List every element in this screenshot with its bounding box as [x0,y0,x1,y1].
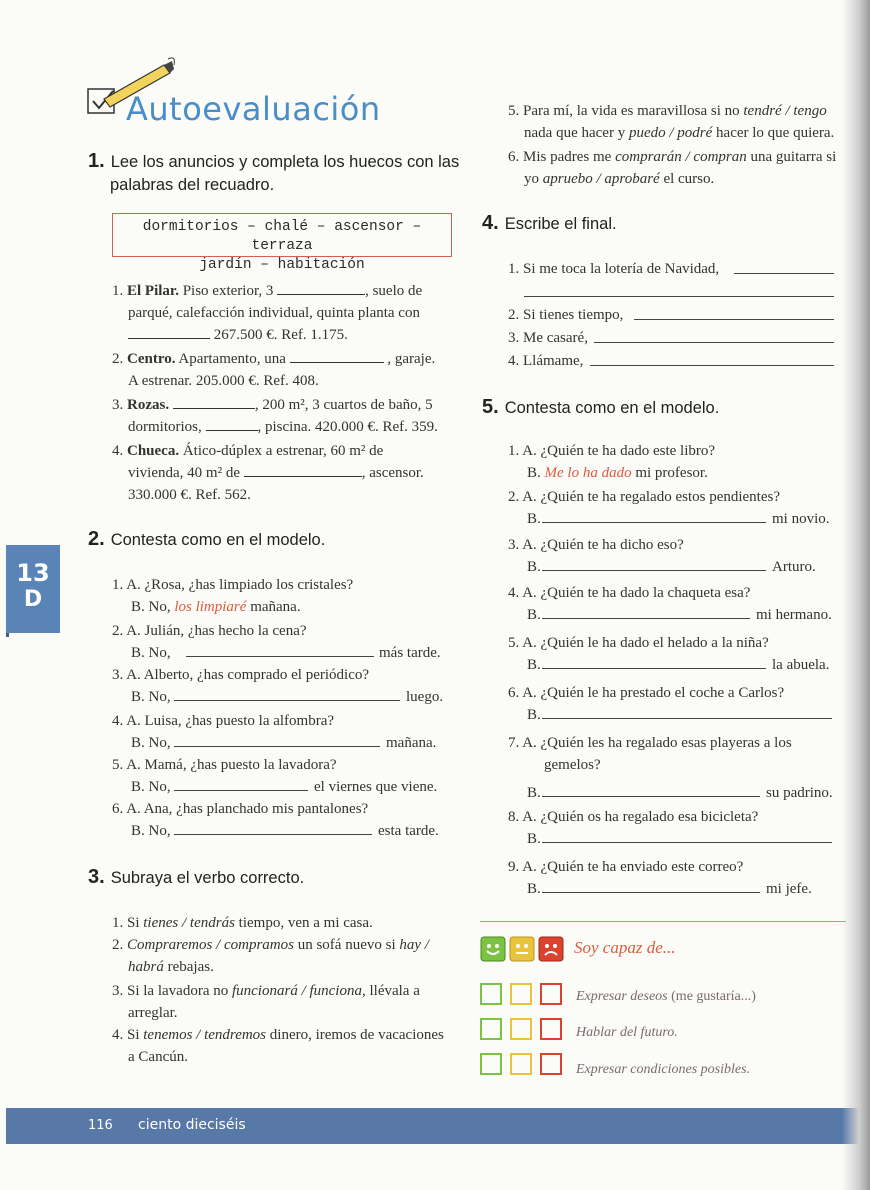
ad-text: 330.000 €. Ref. 562. [128,487,251,503]
answer-blank[interactable] [186,656,374,657]
question: A. ¿Quién le ha prestado el coche a Carlos? [522,685,785,701]
sentence [508,100,827,122]
dialog-a [508,632,769,654]
dialog-b-prefix: B. No, [131,779,171,795]
text: nada que hacer y [524,125,629,141]
exercise-5-instruction [482,396,719,419]
item-number: 8. [508,809,520,825]
dialog-b-prefix: B. [527,831,541,847]
blank-field[interactable] [173,394,255,409]
sentence-cont: a Cancún. [128,1049,188,1065]
answer-blank[interactable] [542,668,766,669]
answer-blank[interactable] [594,342,834,343]
dialog-a [112,754,337,776]
answer-blank[interactable] [542,618,750,619]
ad-text: Ático-dúplex a estrenar, 60 m² de [182,443,384,459]
verb-options[interactable]: comprarán / compran [615,149,747,165]
answer-blank[interactable] [634,319,834,320]
blank-field[interactable] [244,462,362,477]
verb-options[interactable]: Compraremos / compramos [127,937,294,953]
answer-end: la abuela. [772,657,830,673]
text: 1. Si [112,915,144,931]
word-box [112,213,452,273]
ad-line [128,324,348,346]
question: A. ¿Quién te ha dado la chaqueta esa? [522,585,751,601]
dialog-a [112,620,307,642]
item-number: 2. [508,489,520,505]
dialog-a [112,798,368,820]
item-number: 4. [508,585,520,601]
answer-end: luego. [406,689,444,705]
item-number: 6. [112,801,124,817]
blank-field[interactable] [128,324,210,339]
answer-blank[interactable] [174,790,308,791]
model-answer: Me lo ha dado [544,465,632,481]
item-number: 5. [508,635,520,651]
dialog-b-prefix: B. [527,785,541,801]
item-number: 9. [508,859,520,875]
sentence-start: 1. Si me toca la lotería de Navidad, [508,261,720,277]
dialog-a [508,732,792,754]
instruction-text: Contesta como en el modelo. [110,531,326,549]
blank-field[interactable] [290,348,384,363]
exercise-1-instruction [88,150,459,173]
text: rebajas. [163,959,214,975]
sentence-cont [128,956,214,978]
sentence [112,1024,444,1046]
text: 5. Para mí, la vida es maravillosa si no [508,103,744,119]
answer-blank[interactable] [542,892,760,893]
answer-blank[interactable] [542,842,832,843]
exercise-number: 1. [88,150,105,172]
exercise-2-instruction [88,528,325,551]
answer-end: mi jefe. [766,881,812,897]
item-number: 4. [112,443,124,459]
sentence-start: 3. Me casaré, [508,330,588,346]
text: llévala a [365,983,420,999]
item-number: 1. [112,577,124,593]
question: A. Luisa, ¿has puesto la alfombra? [126,713,335,729]
text: tiempo, ven a mi casa. [234,915,373,931]
model-answer: los limpiaré [174,599,247,615]
exercise-4-instruction [482,212,617,235]
instruction-text: Contesta como en el modelo. [504,399,720,417]
skill-label: Hablar del futuro. [576,1025,678,1040]
answer-blank[interactable] [542,570,766,571]
ad-name: Centro. [127,351,176,367]
page-number-text: ciento dieciséis [138,1117,246,1133]
item-number: 3. [112,667,124,683]
item-number: 4. [112,713,124,729]
question: A. Alberto, ¿has comprado el periódico? [126,667,370,683]
dialog-a [508,486,780,508]
sentence-cont: arreglar. [128,1005,178,1021]
ad-text: Apartamento, una [178,351,286,367]
question: A. Ana, ¿has planchado mis pantalones? [126,801,369,817]
instruction-text: Lee los anuncios y completa los huecos con las [110,153,460,171]
exercise-number: 2. [88,528,105,550]
answer-end: mañana. [250,599,301,615]
page-footer [6,1108,862,1144]
checkbox-yellow[interactable] [510,1053,532,1075]
answer-blank[interactable] [542,796,760,797]
exercise-number: 4. [482,212,499,234]
question: A. ¿Quién te ha dado este libro? [522,443,716,459]
dialog-a [112,574,353,596]
word-box-line: dormitorios – chalé – ascensor – terraza [142,219,422,254]
dialog-a [112,710,334,732]
question: A. ¿Quién te ha enviado este correo? [522,859,744,875]
question: A. ¿Quién te ha regalado estos pendientes? [522,489,781,505]
dialog-b-prefix: B. No, [131,735,171,751]
item-number: 3. [508,537,520,553]
question: A. ¿Quién les ha regalado esas playeras a los [522,735,792,751]
ad-line [128,416,438,438]
ad-item [112,394,433,416]
item-number: 2. [112,351,124,367]
dialog-b-prefix: B. [527,707,541,723]
checkbox-yellow[interactable] [510,1018,532,1040]
text: 2. [112,937,127,953]
verb-options[interactable]: funcionará / funciona, [231,983,366,999]
dialog-a [508,582,750,604]
question: A. Julián, ¿has hecho la cena? [126,623,307,639]
answer-blank[interactable] [542,718,832,719]
question: A. ¿Quién te ha dicho eso? [522,537,684,553]
dialog-a [508,440,715,462]
verb-options[interactable]: apruebo / aprobaré [542,171,660,187]
question: A. ¿Rosa, ¿has limpiado los cristales? [126,577,354,593]
verb-options[interactable]: tienes / tendrás [143,915,235,931]
sentence [112,934,429,956]
text: dinero, iremos de vacaciones [266,1027,444,1043]
answer-end: mañana. [386,735,437,751]
text: 4. Si [112,1027,144,1043]
answer-prefix: B. No, [131,599,171,615]
page-edge-shadow [842,0,870,1190]
sentence [508,146,836,168]
blank-field[interactable] [206,416,258,431]
ad-name: El Pilar. [127,283,179,299]
ad-text: parqué, calefacción individual, quinta planta con [128,305,420,321]
answer-prefix: B. [527,465,541,481]
item-number: 3. [112,397,124,413]
dialog-b [131,596,301,618]
dialog-a [508,806,758,828]
answer-end: su padrino. [766,785,833,801]
ad-text: A estrenar. 205.000 €. Ref. 408. [128,373,319,389]
checkbox-green[interactable] [480,983,502,1005]
answer-end: mi novio. [772,511,830,527]
text: 3. Si la lavadora no [112,983,232,999]
exercise-3-instruction [88,866,304,889]
ad-item [112,440,383,462]
ad-text: , ascensor. [361,465,424,481]
ad-text: , suelo de [365,283,423,299]
dialog-b-prefix: B. No, [131,645,171,661]
item-number: 5. [112,757,124,773]
dialog-a [508,534,684,556]
dialog-a [508,856,743,878]
checkbox-red[interactable] [540,983,562,1005]
ad-text: Piso exterior, 3 [182,283,274,299]
skill-label [576,989,756,1005]
verb-options[interactable]: tendré / tengo [743,103,827,119]
answer-blank[interactable] [174,746,380,747]
self-check-heading: Soy capaz de... [574,938,676,957]
answer-blank[interactable] [734,273,834,274]
dialog-b-prefix: B. [527,881,541,897]
text: yo [524,171,543,187]
item-number: 1. [112,283,124,299]
item-number: 2. [112,623,124,639]
question: A. ¿Quién le ha dado el helado a la niña? [522,635,769,651]
unit-letter: D [23,587,43,612]
checkbox-red[interactable] [540,1053,562,1075]
text: un sofá nuevo si [293,937,400,953]
ad-text: , piscina. 420.000 €. Ref. 359. [257,419,438,435]
checkbox-yellow[interactable] [510,983,532,1005]
ad-item [112,348,435,370]
ad-name: Chueca. [127,443,180,459]
verb-options[interactable]: puedo / podré [628,125,713,141]
skill-label: Expresar condiciones posibles. [576,1062,751,1077]
answer-end: Arturo. [772,559,816,575]
instruction-text: Escribe el final. [504,215,617,233]
verb-options[interactable]: tenemos / tendremos [143,1027,267,1043]
skill-extra: (me gustaría...) [667,989,756,1004]
divider [480,921,846,922]
verb-options[interactable]: hay / [399,937,429,953]
exercise-number: 5. [482,396,499,418]
text: el curso. [659,171,715,187]
exercise-1-instruction-cont: palabras del recuadro. [110,176,275,194]
ad-name: Rozas. [127,397,170,413]
answer-end: el viernes que viene. [314,779,438,795]
mood-faces [480,936,566,967]
question-cont: gemelos? [544,757,601,773]
item-number: 6. [508,685,520,701]
answer-blank[interactable] [590,365,834,366]
answer-end: mi hermano. [756,607,832,623]
answer-end: mi profesor. [635,465,708,481]
sentence-start: 4. Llámame, [508,353,584,369]
text: una guitarra si [746,149,837,165]
ad-item [112,280,422,302]
question: A. ¿Quién os ha regalado esa bicicleta? [522,809,759,825]
answer-blank[interactable] [524,296,834,297]
dialog-b [527,462,708,484]
sentence [112,912,373,934]
item-number: 7. [508,735,520,751]
answer-blank[interactable] [174,700,400,701]
answer-end: más tarde. [379,645,441,661]
skill-name: Expresar deseos [576,989,668,1004]
sentence [112,980,420,1002]
unit-tab [6,545,60,633]
answer-end: esta tarde. [378,823,439,839]
word-box-line: jardín – habitación [199,257,365,273]
dialog-a [508,682,784,704]
exercise-number: 3. [88,866,105,888]
sentence-cont [524,168,714,190]
blank-field[interactable] [277,280,365,295]
answer-blank[interactable] [542,522,766,523]
text: hacer lo que quiera. [712,125,835,141]
unit-number: 13 [16,559,50,587]
dialog-b-prefix: B. No, [131,689,171,705]
sentence-start: 2. Si tienes tiempo, [508,307,624,323]
question: A. Mamá, ¿has puesto la lavadora? [126,757,337,773]
verb-options[interactable]: habrá [128,959,164,975]
text: 6. Mis padres me [508,149,616,165]
smiley-faces-icon [480,936,566,962]
item-number: 1. [508,443,520,459]
ad-text: , 200 m², 3 cuartos de baño, 5 [254,397,433,413]
answer-blank[interactable] [174,834,372,835]
dialog-b-prefix: B. No, [131,823,171,839]
ad-text: 267.500 €. Ref. 1.175. [213,327,348,343]
ad-line [128,462,424,484]
ad-text: , garaje. [387,351,436,367]
checkbox-green[interactable] [480,1053,502,1075]
page-title: Autoevaluación [126,90,381,128]
instruction-text: Subraya el verbo correcto. [110,869,305,887]
checkbox-red[interactable] [540,1018,562,1040]
dialog-b-prefix: B. [527,607,541,623]
checkbox-green[interactable] [480,1018,502,1040]
dialog-a [112,664,369,686]
dialog-b-prefix: B. [527,559,541,575]
ad-text: dormitorios, [128,419,202,435]
dialog-b-prefix: B. [527,657,541,673]
dialog-b-prefix: B. [527,511,541,527]
ad-text: vivienda, 40 m² de [128,465,240,481]
page-number: 116 [88,1118,113,1133]
sentence-cont [524,122,834,144]
